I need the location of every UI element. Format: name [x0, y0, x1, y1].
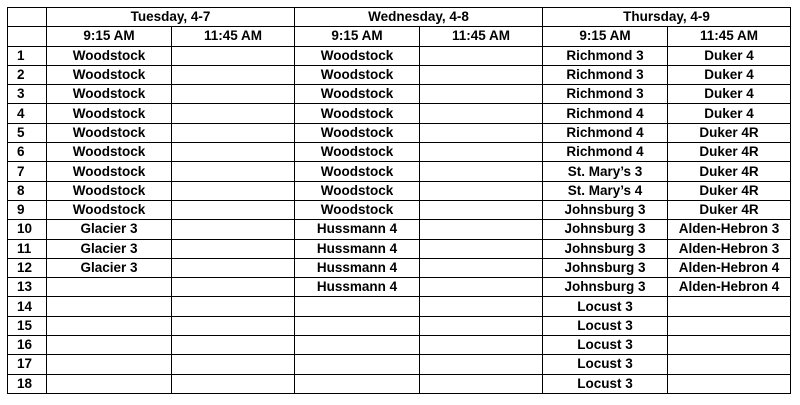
time-header: 9:15 AM	[295, 27, 420, 46]
schedule-cell: Locust 3	[543, 355, 668, 374]
day-header: Thursday, 4-9	[543, 8, 791, 27]
schedule-body	[8, 46, 791, 393]
corner-cell	[8, 8, 47, 27]
schedule-cell: Hussmann 4	[295, 278, 420, 297]
schedule-cell: Locust 3	[543, 297, 668, 316]
row-number: 2	[8, 65, 47, 84]
table-row	[8, 316, 791, 335]
row-number: 1	[8, 46, 47, 65]
schedule-cell: Duker 4R	[668, 143, 791, 162]
table-row	[8, 220, 791, 239]
schedule-cell	[295, 297, 420, 316]
schedule-cell: Hussmann 4	[295, 220, 420, 239]
schedule-cell	[172, 181, 295, 200]
schedule-cell	[172, 374, 295, 393]
schedule-cell	[420, 297, 543, 316]
schedule-cell	[172, 355, 295, 374]
row-number: 12	[8, 258, 47, 277]
schedule-cell	[420, 355, 543, 374]
row-number: 8	[8, 181, 47, 200]
schedule-cell	[295, 355, 420, 374]
schedule-cell: Hussmann 4	[295, 258, 420, 277]
row-number: 5	[8, 123, 47, 142]
schedule-cell: Woodstock	[47, 104, 172, 123]
schedule-cell: Woodstock	[47, 200, 172, 219]
table-row	[8, 181, 791, 200]
table-row	[8, 123, 791, 142]
schedule-cell: Woodstock	[47, 46, 172, 65]
schedule-cell	[420, 65, 543, 84]
schedule-cell: Duker 4	[668, 85, 791, 104]
schedule-cell: Duker 4R	[668, 181, 791, 200]
table-row	[8, 258, 791, 277]
table-row	[8, 143, 791, 162]
schedule-table	[7, 7, 791, 394]
schedule-cell	[420, 104, 543, 123]
schedule-cell: Woodstock	[295, 200, 420, 219]
schedule-cell	[295, 316, 420, 335]
schedule-cell: Alden-Hebron 3	[668, 239, 791, 258]
schedule-cell	[420, 143, 543, 162]
schedule-cell: St. Mary’s 4	[543, 181, 668, 200]
schedule-cell: Woodstock	[47, 65, 172, 84]
schedule-cell: Locust 3	[543, 316, 668, 335]
row-number: 14	[8, 297, 47, 316]
schedule-cell	[47, 355, 172, 374]
schedule-cell: St. Mary’s 3	[543, 162, 668, 181]
table-row	[8, 374, 791, 393]
schedule-cell	[172, 316, 295, 335]
schedule-cell: Woodstock	[47, 162, 172, 181]
schedule-cell: Richmond 3	[543, 46, 668, 65]
schedule-cell	[668, 316, 791, 335]
schedule-cell: Woodstock	[295, 162, 420, 181]
schedule-cell	[420, 200, 543, 219]
schedule-cell	[668, 355, 791, 374]
table-row	[8, 336, 791, 355]
schedule-cell: Duker 4	[668, 46, 791, 65]
day-header: Tuesday, 4-7	[47, 8, 295, 27]
schedule-cell	[172, 258, 295, 277]
schedule-cell	[295, 336, 420, 355]
row-number: 9	[8, 200, 47, 219]
schedule-cell	[47, 336, 172, 355]
schedule-cell	[47, 278, 172, 297]
schedule-cell	[172, 46, 295, 65]
schedule-cell: Woodstock	[295, 123, 420, 142]
table-row	[8, 297, 791, 316]
schedule-cell: Hussmann 4	[295, 239, 420, 258]
schedule-cell: Woodstock	[47, 181, 172, 200]
time-header: 11:45 AM	[172, 27, 295, 46]
schedule-cell	[295, 374, 420, 393]
schedule-cell: Duker 4R	[668, 162, 791, 181]
schedule-cell: Duker 4	[668, 65, 791, 84]
row-number: 18	[8, 374, 47, 393]
schedule-cell	[420, 258, 543, 277]
schedule-cell: Johnsburg 3	[543, 239, 668, 258]
table-row	[8, 239, 791, 258]
table-row	[8, 278, 791, 297]
schedule-cell	[668, 374, 791, 393]
schedule-cell	[420, 336, 543, 355]
schedule-cell: Glacier 3	[47, 258, 172, 277]
schedule-cell: Woodstock	[295, 143, 420, 162]
schedule-cell: Woodstock	[47, 143, 172, 162]
schedule-cell	[172, 143, 295, 162]
schedule-cell	[420, 46, 543, 65]
time-header-row	[8, 27, 791, 46]
table-row	[8, 65, 791, 84]
schedule-cell: Alden-Hebron 3	[668, 220, 791, 239]
schedule-cell: Richmond 4	[543, 143, 668, 162]
schedule-cell: Woodstock	[47, 123, 172, 142]
schedule-cell: Locust 3	[543, 374, 668, 393]
schedule-cell: Alden-Hebron 4	[668, 278, 791, 297]
schedule-cell	[668, 297, 791, 316]
row-number: 3	[8, 85, 47, 104]
schedule-cell: Johnsburg 3	[543, 200, 668, 219]
row-number: 16	[8, 336, 47, 355]
row-number: 4	[8, 104, 47, 123]
schedule-cell	[420, 85, 543, 104]
schedule-cell	[420, 316, 543, 335]
schedule-container	[7, 7, 791, 394]
schedule-cell	[172, 336, 295, 355]
day-header-row	[8, 8, 791, 27]
schedule-cell: Richmond 3	[543, 65, 668, 84]
time-header: 11:45 AM	[420, 27, 543, 46]
schedule-cell	[420, 123, 543, 142]
schedule-cell	[420, 278, 543, 297]
row-number: 15	[8, 316, 47, 335]
schedule-cell	[172, 297, 295, 316]
schedule-cell	[172, 162, 295, 181]
schedule-cell	[47, 297, 172, 316]
schedule-cell	[172, 85, 295, 104]
row-number: 10	[8, 220, 47, 239]
schedule-cell	[172, 200, 295, 219]
row-number: 7	[8, 162, 47, 181]
schedule-cell: Richmond 4	[543, 123, 668, 142]
time-header: 11:45 AM	[668, 27, 791, 46]
schedule-cell: Duker 4	[668, 104, 791, 123]
table-row	[8, 85, 791, 104]
time-header: 9:15 AM	[47, 27, 172, 46]
schedule-cell	[172, 65, 295, 84]
table-row	[8, 162, 791, 181]
schedule-cell	[420, 162, 543, 181]
schedule-cell: Alden-Hebron 4	[668, 258, 791, 277]
schedule-cell: Locust 3	[543, 336, 668, 355]
row-number: 6	[8, 143, 47, 162]
row-number: 13	[8, 278, 47, 297]
schedule-cell	[172, 104, 295, 123]
schedule-cell: Johnsburg 3	[543, 220, 668, 239]
schedule-cell: Johnsburg 3	[543, 278, 668, 297]
schedule-cell: Woodstock	[295, 65, 420, 84]
schedule-cell	[172, 239, 295, 258]
time-header: 9:15 AM	[543, 27, 668, 46]
table-row	[8, 104, 791, 123]
schedule-cell: Duker 4R	[668, 200, 791, 219]
schedule-cell	[420, 181, 543, 200]
schedule-header	[8, 8, 791, 47]
schedule-cell	[47, 316, 172, 335]
schedule-cell	[47, 374, 172, 393]
schedule-cell: Woodstock	[295, 104, 420, 123]
row-number: 11	[8, 239, 47, 258]
schedule-cell: Woodstock	[47, 85, 172, 104]
schedule-cell: Duker 4R	[668, 123, 791, 142]
schedule-cell: Richmond 3	[543, 85, 668, 104]
schedule-cell: Glacier 3	[47, 220, 172, 239]
schedule-cell	[172, 220, 295, 239]
day-header: Wednesday, 4-8	[295, 8, 543, 27]
row-number: 17	[8, 355, 47, 374]
schedule-cell	[420, 220, 543, 239]
schedule-cell: Johnsburg 3	[543, 258, 668, 277]
table-row	[8, 200, 791, 219]
schedule-cell	[172, 123, 295, 142]
schedule-cell	[668, 336, 791, 355]
corner-cell	[8, 27, 47, 46]
schedule-cell	[420, 374, 543, 393]
schedule-cell: Woodstock	[295, 181, 420, 200]
schedule-cell: Glacier 3	[47, 239, 172, 258]
schedule-cell	[420, 239, 543, 258]
schedule-cell	[172, 278, 295, 297]
table-row	[8, 46, 791, 65]
schedule-cell: Woodstock	[295, 85, 420, 104]
schedule-cell: Woodstock	[295, 46, 420, 65]
schedule-cell: Richmond 4	[543, 104, 668, 123]
table-row	[8, 355, 791, 374]
